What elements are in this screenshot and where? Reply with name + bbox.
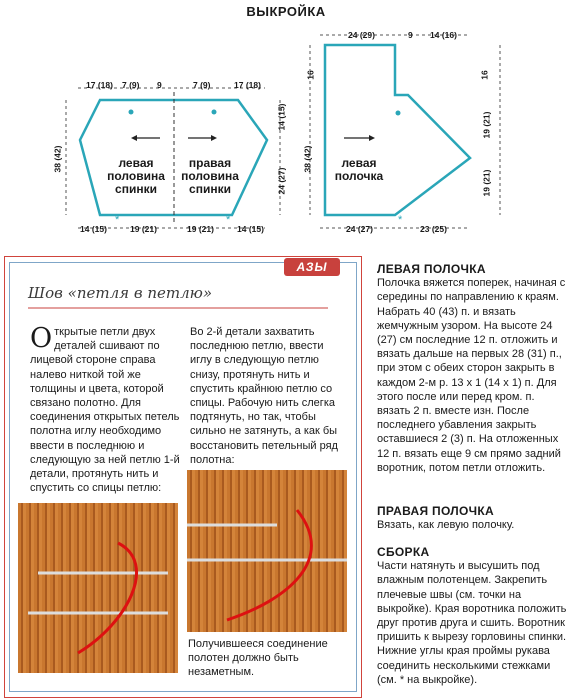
left-front-label: левая полочка: [334, 156, 384, 183]
tip-text-col2: [190, 325, 340, 467]
dim-label: 23 (25): [420, 224, 447, 234]
page-title: ВЫКРОЙКА: [246, 4, 326, 19]
dim-label: 19 (21): [130, 224, 157, 234]
assembly-section: [377, 545, 567, 687]
dim-label: 38 (42): [302, 145, 313, 173]
dim-label: 17 (18): [86, 80, 113, 90]
badge-azy: АЗЫ: [284, 258, 340, 276]
dim-label: 16: [305, 70, 316, 80]
asterisk-mark: *: [398, 214, 403, 226]
dim-label: 24 (27): [346, 224, 373, 234]
right-back-label: правая половина спинки: [181, 156, 239, 196]
section-heading: ЛЕВАЯ ПОЛОЧКА: [377, 262, 486, 276]
tip-paragraph-1: ткрытые петли двух деталей сшивают по лицевой стороне справа налево ниткой той же толщины и цвета, которой связано полотно. Для соединения открытых петель полотна иглу необходимо ввести в последнюю и следующую за ней петлю 1-й детали, протянуть нить и спустить со спицы петлю:: [30, 326, 180, 495]
tip-paragraph-2: Во 2-й детали захватить последнюю петлю, ввести иглу в следующую петлю снизу, протянуть нить и спустить крайнюю петлю со спицы. Рабочую нить слегка подтянуть, но так, чтобы сильно не затянуть, а как бы восстановить петельный ряд полотна:: [190, 326, 338, 466]
dim-label: 14 (15): [237, 224, 264, 234]
dim-label: 9: [408, 30, 413, 40]
section-text: Полочка вяжется поперек, начиная с середины по направлению к краям. Набрать 40 (43) п. и вязать жемчужным узором. На высоте 24 (27) см последние 12 п. отложить и вязать дальше на первых 28 (31) п., при этом с обеих сторон закрыть в каждом 2-м р. 13 х 1 (14 х 1) п. Для этого после или перед кром. п. вязать 2 п. вместе изн. После последнего убавления закрыть оставшиеся 2 (3) п. На отложенных 12 п. вязать еще 9 см прямо задний воротник, потом петли отложить.: [377, 277, 566, 474]
dim-label: 7 (9): [122, 80, 140, 90]
right-front-section: [377, 504, 567, 532]
dim-label: 16: [479, 70, 490, 80]
section-heading: ПРАВАЯ ПОЛОЧКА: [377, 504, 494, 518]
dim-label: 14 (15): [80, 224, 107, 234]
dim-label: 24 (27): [276, 167, 287, 195]
section-heading: СБОРКА: [377, 545, 430, 559]
dim-label: 24 (29): [348, 30, 375, 40]
drop-cap: О: [30, 323, 53, 354]
photo-caption: Получившееся соединение полотен должно быть незаметным.: [188, 638, 328, 678]
section-text: Части натянуть и высушить под влажным полотенцем. Закрепить плечевые швы (см. точки на выкройке). Края воротника положить друг против друга и сшить. Воротник пришить к вырезу горловины спинки. Нижние углы края проймы рукава соединить несколькими стежками (см. * на выкройке).: [377, 560, 567, 686]
title-underline: [28, 305, 328, 311]
dim-label: 7 (9): [193, 80, 211, 90]
photo-step-1: [18, 503, 178, 673]
tip-box-title: Шов «петля в петлю»: [28, 284, 213, 302]
left-back-label: левая половина спинки: [107, 156, 165, 196]
shoulder-dot: [212, 110, 217, 115]
tip-text-col1: [30, 325, 182, 495]
asterisk-mark: *: [115, 214, 120, 226]
dim-label: 14 (15): [276, 103, 287, 131]
dim-label: 38 (42): [52, 145, 63, 173]
shoulder-dot: [396, 111, 401, 116]
dim-label: 14 (16): [430, 30, 457, 40]
dim-label: 19 (21): [481, 111, 492, 139]
front-outline: [325, 45, 470, 215]
left-front-section: [377, 262, 567, 475]
dim-label: 19 (21): [481, 169, 492, 197]
photo-step-2: [187, 470, 347, 632]
asterisk-mark: *: [226, 214, 231, 226]
section-text: Вязать, как левую полочку.: [377, 519, 515, 532]
dim-label: 9: [157, 80, 162, 90]
shoulder-dot: [129, 110, 134, 115]
dim-label: 17 (18): [234, 80, 261, 90]
dim-label: 19 (21): [187, 224, 214, 234]
